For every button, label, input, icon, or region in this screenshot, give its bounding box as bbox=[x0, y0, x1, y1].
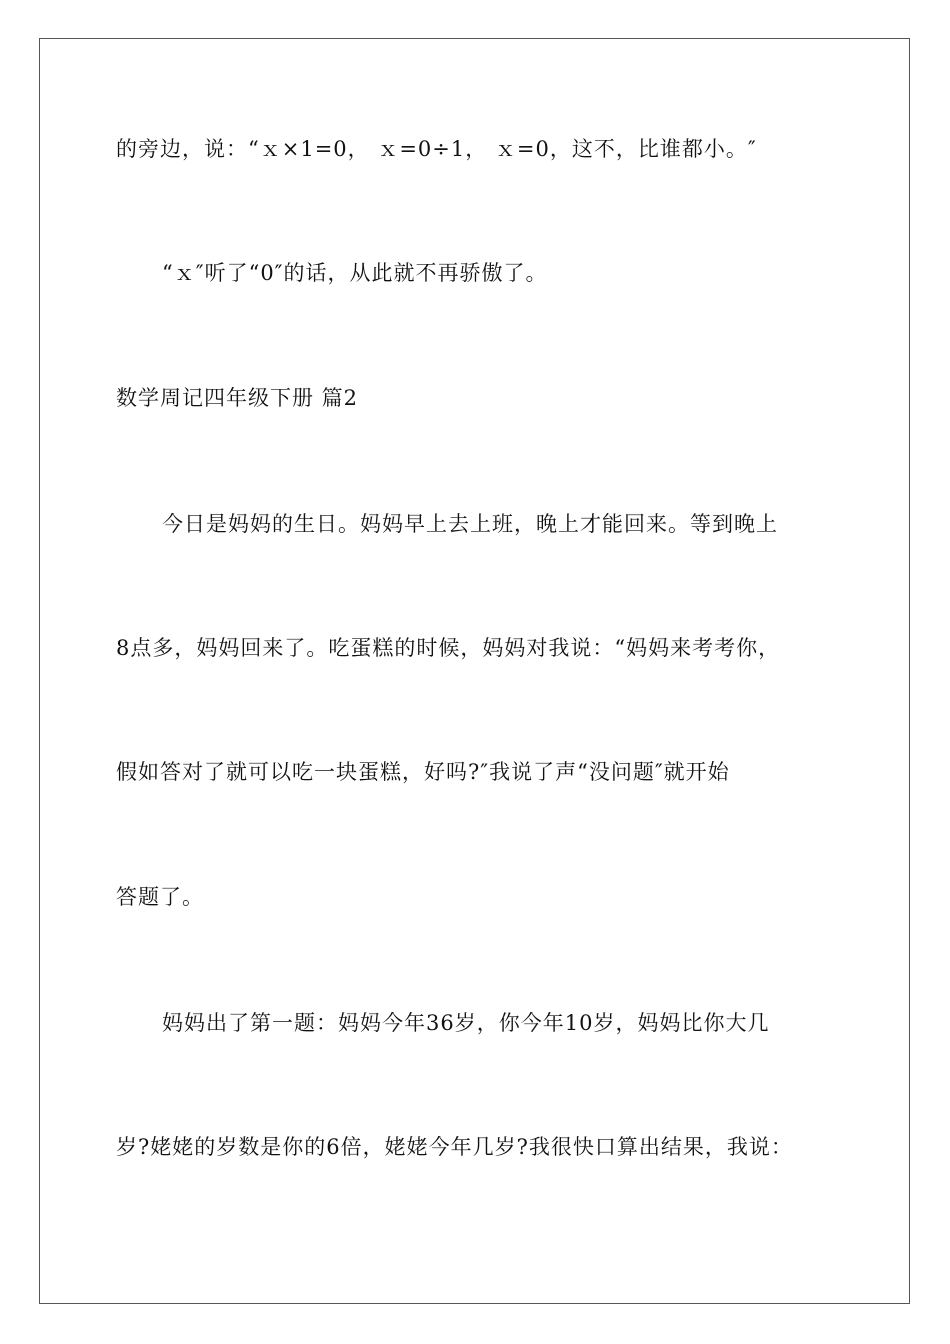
text-line-5: 假如答对了就可以吃一块蛋糕，好吗?″我说了声“没问题″就开始 bbox=[116, 760, 730, 784]
text-line-7: 妈妈出了第一题：妈妈今年36岁，你今年10岁，妈妈比你大几 bbox=[162, 1011, 770, 1035]
text-line-3: 今日是妈妈的生日。妈妈早上去上班，晚上才能回来。等到晚上 bbox=[162, 512, 778, 536]
text-line-6: 答题了。 bbox=[116, 885, 204, 909]
text-line-2: “ｘ″听了“0″的话，从此就不再骄傲了。 bbox=[162, 261, 548, 285]
text-line-1: 的旁边，说：“ｘ×1=0， ｘ=0÷1， ｘ=0，这不，比谁都小。″ bbox=[116, 137, 757, 161]
page-border bbox=[39, 38, 910, 1304]
section-heading: 数学周记四年级下册 篇2 bbox=[116, 386, 359, 410]
text-line-8: 岁?姥姥的岁数是你的6倍，姥姥今年几岁?我很快口算出结果，我说： bbox=[116, 1135, 793, 1159]
text-line-4: 8点多，妈妈回来了。吃蛋糕的时候，妈妈对我说：“妈妈来考考你， bbox=[116, 636, 781, 660]
